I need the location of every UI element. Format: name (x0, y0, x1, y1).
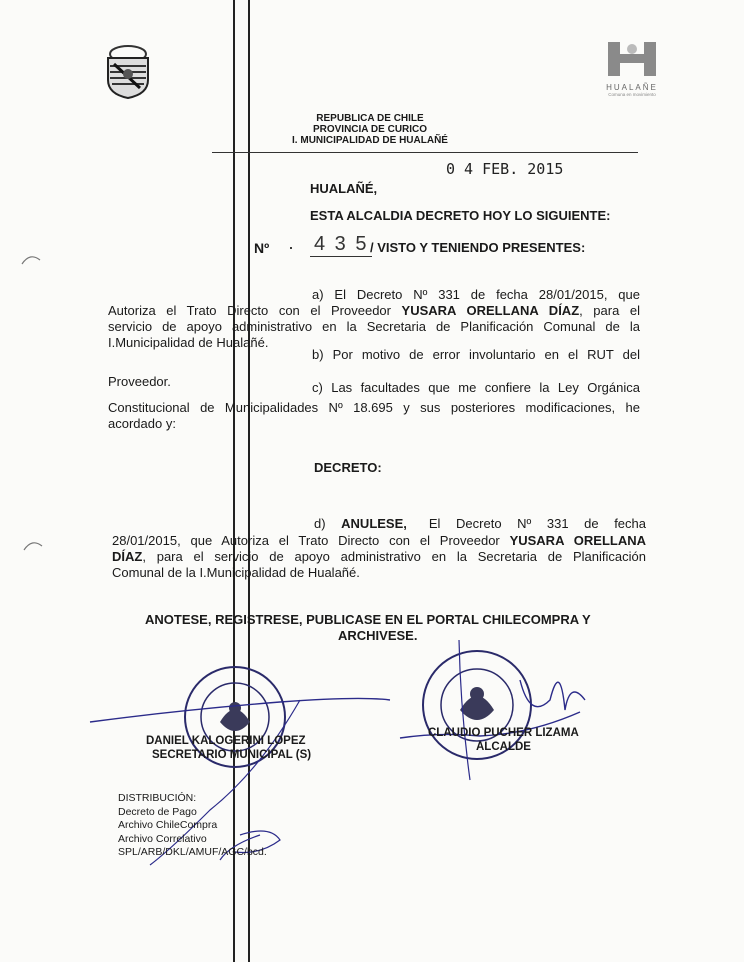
considerando-a-line4: I.Municipalidad de Hualañé. (108, 335, 269, 350)
left-signatory (146, 734, 311, 762)
distribution-item: Archivo ChileCompra (118, 819, 218, 831)
considerando-c-line1: c) Las facultades que me confiere la Ley Orgánica (312, 380, 640, 395)
left-signatory-title: SECRETARIO MUNICIPAL (S) (152, 749, 312, 761)
visto-label: / VISTO Y TENIENDO PRESENTES: (370, 240, 586, 255)
header-rule (212, 152, 638, 153)
right-signatory-name: CLAUDIO PUCHER LIZAMA (428, 727, 579, 739)
hualane-logo (600, 40, 664, 97)
header-municipality: I. MUNICIPALIDAD DE HUALAÑÉ (292, 135, 448, 146)
hualane-h-logo-icon (606, 40, 658, 78)
considerando-a-line2: Autoriza el Trato Directo con el Proveedor YUSARA ORELLANA DÍAZ, para el (108, 303, 640, 318)
punch-mark-icon (20, 250, 44, 270)
considerando-a-line1: a) El Decreto Nº 331 de fecha 28/01/2015, que (312, 287, 640, 302)
distribution-item: Decreto de Pago (118, 805, 197, 818)
logo-name: HUALAÑE (606, 83, 658, 92)
decree-number: 4 3 5 (310, 233, 372, 257)
resolution-line3: DÍAZ, para el servicio de apoyo administrativo en la Secretaria de Planificación (112, 549, 646, 564)
place-label: HUALAÑÉ, (310, 181, 378, 196)
resolution-line1: d) ANULESE, El Decreto Nº 331 de fecha (314, 516, 646, 531)
logo-tagline: Comuna en movimiento (608, 92, 656, 97)
closing-line1: ANOTESE, REGISTRESE, PUBLICASE EN EL PORTAL CHILECOMPRA Y (145, 612, 591, 627)
resolution-line4: Comunal de la I.Municipalidad de Hualañé. (112, 565, 360, 580)
considerando-c-line2: Constitucional de Municipalidades Nº 18.695 y sus posteriores modificaciones, he (108, 400, 640, 415)
resolution-line2: 28/01/2015, que Autoriza el Trato Directo con el Proveedor YUSARA ORELLANA (112, 533, 646, 548)
closing-line2: ARCHIVESE. (338, 628, 418, 643)
right-signatory (428, 726, 579, 754)
coat-of-arms-icon (100, 44, 156, 100)
considerando-b-line2: Proveedor. (108, 374, 171, 389)
header-province: PROVINCIA DE CURICO (312, 124, 428, 135)
left-signatory-name: DANIEL KALOGERINI LOPEZ (146, 735, 306, 747)
punch-mark-icon (22, 536, 46, 556)
distribution-item: SPL/ARB/DKL/AMUF/AGC/bcd. (118, 846, 267, 858)
considerando-c-line3: acordado y: (108, 416, 176, 431)
right-signatory-title: ALCALDE (476, 741, 531, 753)
number-label: Nº (254, 240, 270, 256)
considerando-b-line1: b) Por motivo de error involuntario en el RUT del (312, 347, 640, 362)
considerando-a-line3: servicio de apoyo administrativo en la Secretaria de Planificación Comunal de la (108, 319, 640, 334)
distribution-block (118, 792, 267, 860)
decreto-title: DECRETO: (314, 460, 382, 475)
distribution-item: Archivo Correlativo (118, 832, 207, 845)
header-block (280, 113, 460, 146)
header-country: REPUBLICA DE CHILE (316, 113, 424, 124)
number-dot: · (288, 237, 294, 257)
date-stamp: 0 4 FEB. 2015 (446, 160, 564, 178)
decree-intro: ESTA ALCALDIA DECRETO HOY LO SIGUIENTE: (310, 208, 611, 223)
distribution-title: DISTRIBUCIÓN: (118, 792, 197, 804)
